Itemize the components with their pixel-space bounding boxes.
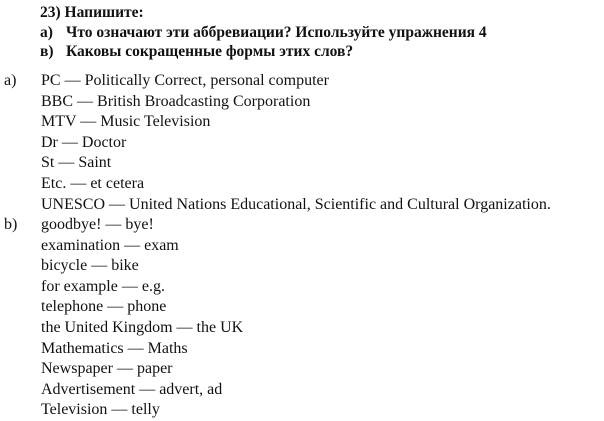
- section-a-label: a): [4, 72, 17, 89]
- list-item: St — Saint: [41, 154, 112, 172]
- list-item: BBC — British Broadcasting Corporation: [41, 92, 311, 110]
- task-question-a-mark: а): [40, 23, 53, 41]
- section-b-label: b): [4, 216, 18, 233]
- list-item: Etc. — et cetera: [41, 174, 145, 192]
- list-item: UNESCO — United Nations Educational, Scientific and Cultural Organization.: [41, 195, 551, 213]
- list-item: Mathematics — Maths: [41, 339, 188, 357]
- task-question-a-text: Что означают эти аббревиации? Используйте упражнения 4: [66, 23, 487, 41]
- list-item: goodbye! — bye!: [41, 216, 154, 233]
- list-item: Dr — Doctor: [41, 133, 127, 151]
- list-item: Advertisement — advert, ad: [41, 380, 223, 398]
- task-question-b-mark: в): [40, 43, 54, 60]
- list-item: MTV — Music Television: [41, 113, 211, 131]
- task-heading: 23) Напишите:: [40, 4, 144, 21]
- list-item: Television — telly: [41, 401, 160, 419]
- short-forms-list: [41, 215, 243, 421]
- list-item: examination — exam: [41, 236, 179, 254]
- task-question-a: [40, 23, 487, 43]
- list-item: telephone — phone: [41, 298, 167, 316]
- task-header: [40, 3, 487, 62]
- list-item: Newspaper — paper: [41, 360, 173, 378]
- list-item: PC — Politically Correct, personal computer: [41, 72, 329, 89]
- list-item: bicycle — bike: [41, 257, 139, 275]
- task-question-b-text: Каковы сокращенные формы этих слов?: [66, 43, 354, 60]
- abbreviation-list: [41, 71, 551, 215]
- list-item: for example — e.g.: [41, 277, 165, 295]
- list-item: the United Kingdom — the UK: [41, 318, 244, 336]
- task-question-b: [40, 42, 487, 62]
